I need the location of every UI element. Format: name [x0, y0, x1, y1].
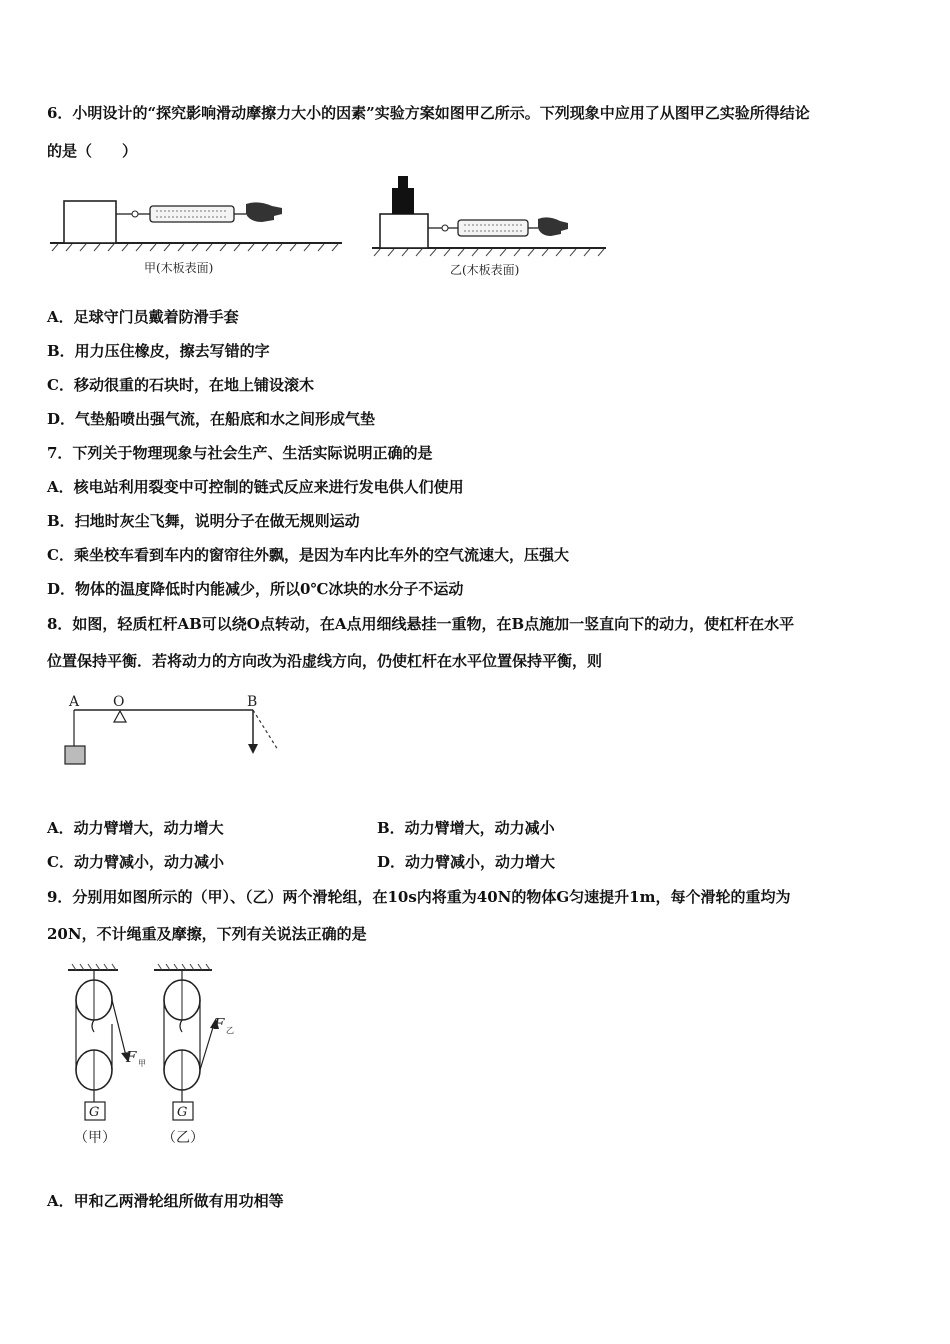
q9-jia-f-sub: 甲 — [138, 1059, 146, 1068]
q8-fulcrum — [114, 711, 126, 722]
q7-option-a: A．核电站利用裂变中可控制的链式反应来进行发电供人们使用 — [47, 478, 464, 496]
q8-force-arrow — [248, 744, 258, 754]
q8-option-c: C．动力臂减小，动力减小 — [47, 853, 224, 871]
q8-option-a: A．动力臂增大，动力增大 — [47, 819, 224, 837]
q8-option-b: B．动力臂增大，动力减小 — [377, 819, 555, 837]
q8-stem-line1: 8．如图，轻质杠杆AB可以绕O点转动，在A点用细线悬挂一重物，在B点施加一竖直向下的动力，使杠杆在水平 — [47, 615, 795, 633]
q6-stem-line1: 6．小明设计的“探究影响滑动摩擦力大小的因素”实验方案如图甲乙所示。下列现象中应用了从图甲乙实验所得结论 — [47, 104, 810, 122]
q8-label-b: B — [247, 694, 258, 710]
q8-label-o: O — [113, 694, 125, 710]
q8-option-d: D．动力臂减小，动力增大 — [377, 853, 556, 871]
q9-jia-g: G — [89, 1105, 100, 1120]
q6-stem-line2: 的是（ ） — [47, 142, 138, 160]
q7-option-c: C．乘坐校车看到车内的窗帘往外飘，是因为车内比车外的空气流速大，压强大 — [47, 546, 569, 564]
q7-option-d: D．物体的温度降低时内能减少，所以0℃冰块的水分子不运动 — [47, 580, 464, 598]
q9-jia-label: （甲） — [74, 1130, 116, 1146]
q6-figure-jia — [48, 190, 348, 282]
q7-stem: 7．下列关于物理现象与社会生产、生活实际说明正确的是 — [47, 444, 433, 462]
q6-option-a: A．足球守门员戴着防滑手套 — [47, 308, 239, 326]
q6-option-c: C．移动很重的石块时，在地上铺设滚木 — [47, 376, 314, 394]
q6-fig-jia-label: 甲(木板表面) — [144, 261, 214, 275]
q9-yi-f-sub: 乙 — [226, 1026, 234, 1035]
q6-option-b: B．用力压住橡皮，擦去写错的字 — [47, 342, 270, 360]
q9-pulley-figure — [62, 962, 262, 1154]
q7-option-b: B．扫地时灰尘飞舞，说明分子在做无规则运动 — [47, 512, 360, 530]
q6-fig-yi-label: 乙(木板表面) — [450, 263, 520, 277]
q8-lever-figure — [58, 690, 288, 772]
q8-label-a: A — [69, 694, 80, 710]
q9-jia-f: F — [126, 1048, 137, 1066]
q8-stem-line2: 位置保持平衡．若将动力的方向改为沿虚线方向，仍使杠杆在水平位置保持平衡，则 — [47, 652, 603, 670]
q9-yi-f: F — [214, 1015, 225, 1033]
q9-option-a: A．甲和乙两滑轮组所做有用功相等 — [47, 1192, 284, 1210]
q8-weight — [65, 746, 85, 764]
q6-option-d: D．气垫船喷出强气流，在船底和水之间形成气垫 — [47, 410, 376, 428]
q9-yi-label: （乙） — [162, 1130, 204, 1146]
q9-stem-line1: 9．分别用如图所示的（甲）、（乙）两个滑轮组，在10s内将重为40N的物体G匀速提升1m，每个滑轮的重均为 — [47, 888, 791, 906]
q6-figure-yi — [370, 172, 610, 280]
q9-stem-line2: 20N，不计绳重及摩擦，下列有关说法正确的是 — [47, 925, 367, 943]
q9-yi-g: G — [177, 1105, 188, 1120]
